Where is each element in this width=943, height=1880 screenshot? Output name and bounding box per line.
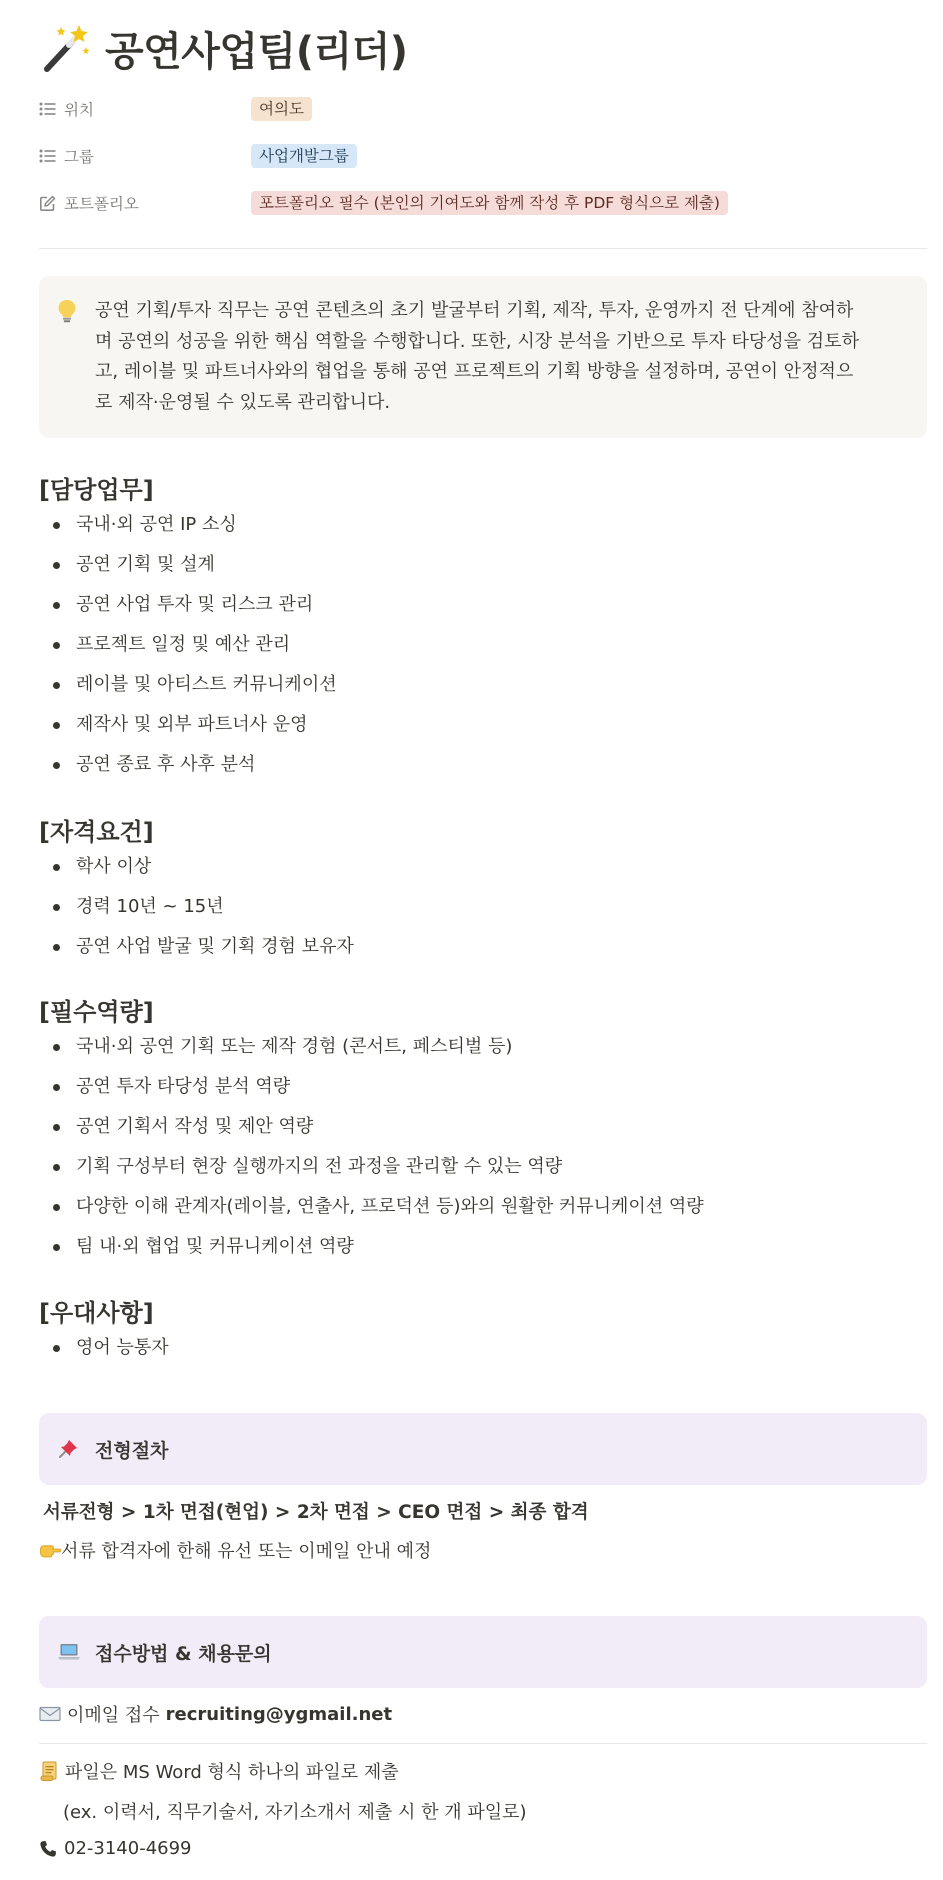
email-row (39, 1701, 392, 1727)
process-callout-icon-wrap (57, 1438, 95, 1460)
list-item: 공연 투자 타당성 분석 역량 (39, 1067, 704, 1107)
preferred-heading: [우대사항] (39, 1299, 154, 1327)
property-label: 포트폴리오 (64, 195, 139, 213)
list-item: 경력 10년 ~ 15년 (39, 887, 354, 927)
process-heading: 전형절차 (95, 1439, 169, 1462)
location-tag: 여의도 (251, 97, 312, 121)
apply-heading: 접수방법 & 채용문의 (95, 1642, 272, 1665)
file-note: 파일은 MS Word 형식 하나의 파일로 제출 (65, 1762, 399, 1783)
list-item: 프로젝트 일정 및 예산 관리 (39, 625, 337, 665)
list-item: 영어 능통자 (39, 1328, 169, 1368)
property-group-name (39, 145, 251, 167)
competencies-list (39, 1027, 704, 1267)
list-icon (39, 102, 56, 116)
intro-line: 고, 레이블 및 파트너사와의 협업을 통해 공연 프로젝트의 기획 방향을 설정하며, 공연이 안정적으 (95, 361, 854, 382)
intro-callout (39, 276, 927, 438)
qualifications-list (39, 847, 354, 967)
divider (39, 1743, 927, 1744)
list-item: 레이블 및 아티스트 커뮤니케이션 (39, 665, 337, 705)
email-label: 이메일 접수 (67, 1705, 160, 1726)
competencies-heading: [필수역량] (39, 998, 154, 1026)
list-item: 공연 사업 투자 및 리스크 관리 (39, 585, 337, 625)
pointing-hand-icon (39, 1541, 61, 1559)
duties-list (39, 505, 337, 785)
group-tag: 사업개발그룹 (251, 144, 357, 168)
page-title-row (39, 18, 408, 78)
intro-line: 공연 기획/투자 직무는 공연 콘텐츠의 초기 발굴부터 기획, 제작, 투자, 운영까지 전 단계에 참여하 (95, 300, 854, 321)
magic-wand-icon (39, 21, 93, 75)
property-portfolio-name (39, 192, 251, 214)
process-note: 서류 합격자에 한해 유선 또는 이메일 안내 예정 (61, 1541, 432, 1562)
property-label: 위치 (64, 101, 94, 119)
laptop-icon (57, 1642, 81, 1662)
scroll-icon (39, 1760, 59, 1782)
phone-row (39, 1838, 192, 1859)
list-item: 다양한 이해 관계자(레이블, 연출사, 프로덕션 등)와의 원활한 커뮤니케이션 역량 (39, 1187, 704, 1227)
page-title: 공연사업팀(리더) (105, 28, 408, 75)
file-note-row (39, 1758, 399, 1784)
qualifications-heading: [자격요건] (39, 818, 154, 846)
divider (39, 248, 927, 249)
list-item: 팀 내·외 협업 및 커뮤니케이션 역량 (39, 1227, 704, 1267)
process-callout (39, 1413, 927, 1485)
list-item: 국내·외 공연 기획 또는 제작 경험 (콘서트, 페스티벌 등) (39, 1027, 704, 1067)
intro-line: 로 제작·운영될 수 있도록 관리합니다. (95, 391, 391, 413)
intro-line: 며 공연의 성공을 위한 핵심 역할을 수행합니다. 또한, 시장 분석을 기반으로 투자 타당성을 검토하 (95, 330, 859, 352)
portfolio-tag: 포트폴리오 필수 (본인의 기여도와 함께 작성 후 PDF 형식으로 제출) (251, 191, 728, 215)
apply-callout (39, 1616, 927, 1688)
property-label: 그룹 (64, 148, 94, 166)
list-item: 제작사 및 외부 파트너사 운영 (39, 705, 337, 745)
list-item: 학사 이상 (39, 847, 354, 887)
list-item: 국내·외 공연 IP 소싱 (39, 505, 337, 545)
list-item: 공연 종료 후 사후 분석 (39, 745, 337, 785)
email-address[interactable]: recruiting@ygmail.net (165, 1703, 393, 1725)
property-location[interactable] (39, 95, 927, 123)
property-group[interactable] (39, 142, 927, 170)
intro-callout-icon-wrap (57, 296, 95, 418)
file-example: (ex. 이력서, 직무기술서, 자기소개서 제출 시 한 개 파일로) (63, 1802, 527, 1823)
duties-heading: [담당업무] (39, 476, 154, 504)
edit-icon (39, 195, 56, 212)
lightbulb-icon (57, 299, 77, 323)
phone-number[interactable]: 02-3140-4699 (64, 1838, 192, 1859)
list-item: 공연 기획서 작성 및 제안 역량 (39, 1107, 704, 1147)
preferred-list (39, 1328, 169, 1368)
list-icon (39, 149, 56, 163)
list-item: 기획 구성부터 현장 실행까지의 전 과정을 관리할 수 있는 역량 (39, 1147, 704, 1187)
process-steps: 서류전형 > 1차 면접(현업) > 2차 면접 > CEO 면접 > 최종 합격 (43, 1502, 589, 1523)
intro-text (95, 296, 859, 418)
property-portfolio[interactable] (39, 189, 927, 217)
property-location-name (39, 98, 251, 120)
process-note-row (39, 1537, 431, 1563)
pushpin-icon (57, 1438, 79, 1460)
list-item: 공연 사업 발굴 및 기획 경험 보유자 (39, 927, 354, 967)
envelope-icon (39, 1706, 61, 1722)
phone-icon (39, 1840, 57, 1858)
apply-callout-icon-wrap (57, 1642, 95, 1662)
list-item: 공연 기획 및 설계 (39, 545, 337, 585)
